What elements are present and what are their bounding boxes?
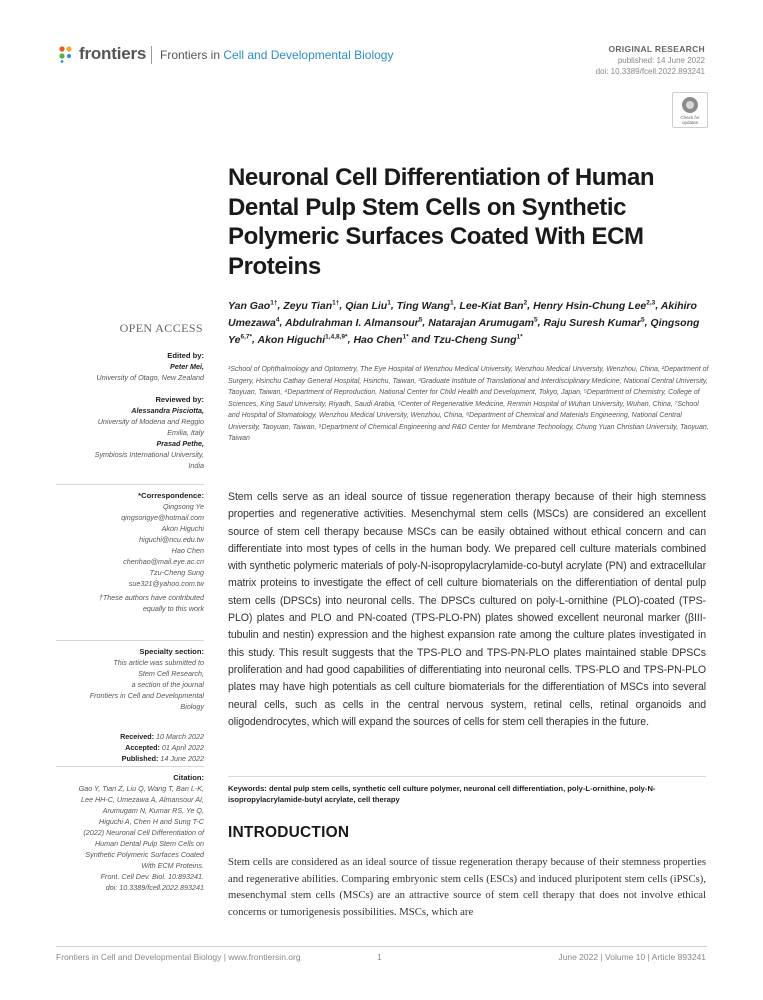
introduction-heading: INTRODUCTION [228,824,350,841]
author-name[interactable]: Akihiro Umezawa$^4$ [228,299,697,329]
author-name[interactable]: Qian Liu$^1$ [345,299,391,312]
reviewer-affiliation: Emilia, Italy [167,428,204,437]
author-name[interactable]: Yan Gao$^{1\dagger}$ [228,299,278,312]
reviewer-affiliation: University of Modena and Reggio [97,417,204,426]
accepted-date: 01 April 2022 [161,743,204,752]
published-row [34,753,204,764]
accepted-row [34,742,204,753]
citation-line: Human Dental Pulp Stem Cells on [94,839,204,848]
author-name[interactable]: Hao Chen$^{1*}$ [353,333,409,346]
received-row [34,731,204,742]
received-date: 10 March 2022 [156,732,204,741]
frontiers-logo-icon [57,45,75,63]
author-name[interactable]: Lee-Kiat Ban$^2$ [459,299,528,312]
author-affiliation-marker: 4 [275,316,280,324]
equal-contribution-note: †These authors have contributed [98,593,204,602]
author-affiliation-marker: 1 [387,299,391,306]
received-label: Received: [120,732,155,741]
keywords-divider [228,776,706,777]
citation-line: Higuchi A, Chen H and Sung T-C [99,817,204,826]
author-affiliation-marker: 2,3 [646,299,656,306]
published-date: published: 14 June 2022 [617,56,705,65]
author-affiliation-marker: 1* [516,333,523,341]
author-name[interactable]: Zeyu Tian$^{1\dagger}$ [283,299,340,312]
article-meta [596,44,705,77]
corr-name: Tzu-Cheng Sung [149,568,204,577]
edited-by-label: Edited by: [167,351,204,360]
author-affiliation-marker: 1† [270,299,278,306]
dates-section [34,731,204,764]
citation-line: Gao Y, Tian Z, Liu Q, Wang T, Ban L-K, [78,784,204,793]
keywords-label: Keywords: [228,784,267,793]
specialty-label: Specialty section: [139,647,204,656]
logo-wordmark: frontiers [79,44,147,63]
journal-name[interactable] [160,48,393,62]
specialty-line: Biology [180,702,204,711]
citation-line: Front. Cell Dev. Biol. 10:893241. [100,872,204,881]
frontiers-logo[interactable] [57,44,146,64]
corr-name: Akon Higuchi [161,524,204,533]
author-affiliation-marker: 2 [523,299,528,306]
author-affiliation-marker: 6,7* [240,333,253,341]
journal-prefix: Frontiers in [160,48,224,62]
reviewer-name: Alessandra Pisciotta, [131,406,204,415]
abstract: Stem cells serve as an ideal source of tissue regeneration therapy because of their high stemness properties and regenerative activities. Mesenchymal stem cells (MSCs) are considered an excellent source of stem cell therapy because MSCs can be easily obtained without ethical concern and can differentiate into most types of cells in the human body. We prepared cell culture materials combined with synthetic polymeric materials of poly-N-isopropylacrylamide-co-butyl acrylate (PN) and extracellular matrix proteins to investigate the effect of cell culture biomaterials on the differentiation of dental pulp stem cells (DPSCs) into neuronal cells. The DPSCs cultured on poly-L-ornithine (PLO)-coated (TPS-PLO) plates and PLO and PN-coated (TPS-PLO-PN) plates showed excellent neuronal marker (βIII-tubulin and nestin) expression and the highest expansion rate among the culture plates investigated in this study. This result suggests that the TPS-PLO and TPS-PN-PLO plates maintained stable DPSCs proliferation and had good capabilities of differentiating into neuronal cells. TPS-PLO and TPS-PN-PLO plates may have high potentials as cell culture biomaterials for the differentiation of MSCs into several neural cells, such as cells in the central nervous system, retinal cells, retinal organoids and oligodendrocytes, which will expand the sources of cells for stem cell therapies in the future. [228,491,706,728]
footer-journal[interactable]: Frontiers in Cell and Developmental Biology | www.frontiersin.org [56,952,301,962]
reviewer-affiliation: Symbiosis International University, [94,450,204,459]
author-affiliation-marker: 1* [402,333,409,341]
open-access-label: OPEN ACCESS [119,321,203,335]
reviewed-by-label: Reviewed by: [155,395,204,404]
edited-by-section [34,350,204,383]
update-icon [682,97,698,113]
journal-title: Cell and Developmental Biology [223,48,394,62]
published-label: Published: [121,754,159,763]
author-name[interactable]: Tzu-Cheng Sung$^{1*}$ [433,333,523,346]
editor-affiliation: University of Otago, New Zealand [96,373,204,382]
citation-label: Citation: [173,773,204,782]
badge-label: Check for updates [680,115,700,125]
author-affiliation-marker: 1,4,8,9* [325,333,348,341]
citation-line: (2022) Neuronal Cell Differentiation of [83,828,204,837]
corr-email[interactable]: higuchi@ncu.edu.tw [139,535,204,544]
author-name[interactable]: Akon Higuchi$^{1,4,8,9*}$ [257,333,348,346]
article-title: Neuronal Cell Differentiation of Human Dental Pulp Stem Cells on Synthetic Polymeric Surfaces Coated With ECM Proteins [228,164,655,280]
author-name[interactable]: Natarajan Arumugam$^5$ [428,316,538,329]
doi-link[interactable]: doi: 10.3389/fcell.2022.893241 [595,67,705,76]
page-number: 1 [377,952,382,962]
sidebar-divider [56,484,204,485]
introduction-text: Stem cells are considered as an ideal source of tissue regeneration therapy because of their stemness properties and regenerative abilities. Comparing embryonic stem cells (ESCs) and induced pluripotent stem cells (iPSCs), mesenchymal stem cells (MSCs) are an attractive source of stem cell therapy that does not involve ethical concerns or tumorigenesis possibilities. MSCs, which are [228,856,706,918]
specialty-line: a section of the journal [131,680,204,689]
reviewer-name: Prasad Pethe, [156,439,204,448]
equal-contribution-note: equally to this work [142,604,204,613]
author-affiliation-marker: 5 [418,316,423,324]
article-type: ORIGINAL RESEARCH [608,44,705,54]
author-list: Yan Gao$^{1\dagger}$, Zeyu Tian$^{1\dagger}$, Qian Liu$^1$, Ting Wang$^1$, Lee-Kiat Ban$^2$, Henry Hsin-Chung Lee$^{2,3}$, Akihiro Umezawa$^4$, Abdulrahman I. Almansour$^5$, Natarajan Arumugam$^5$, Raju Suresh Kumar$^5$, Qingsong $Ye^{6,7*}$, Akon Higuchi$^{1,4,8,9*}$, Hao Chen$^{1*}$ and Tzu-Cheng Sung$^{1*}$ [228,299,700,346]
author-name[interactable]: Raju Suresh Kumar$^5$ [543,316,645,329]
keywords [228,783,706,805]
footer-divider [56,946,707,947]
author-affiliation-marker: 1† [332,299,340,306]
corr-name: Qingsong Ye [162,502,204,511]
accepted-label: Accepted: [125,743,160,752]
footer-issue: June 2022 | Volume 10 | Article 893241 [558,952,706,962]
reviewed-by-section [34,394,204,471]
citation-line: Synthetic Polymeric Surfaces Coated [85,850,204,859]
author-affiliation-marker: 5 [640,316,645,324]
specialty-section [34,646,204,712]
corr-email[interactable]: sue321@yahoo.com.tw [128,579,204,588]
sidebar-divider [56,766,204,767]
sidebar-divider [56,640,204,641]
author-affiliation-marker: 5 [534,316,538,324]
keywords-text: dental pulp stem cells, synthetic cell culture polymer, neuronal cell differentiation, poly-L-ornithine, poly-N-isopropylacrylamide-butyl acrylate, cell therapy [228,784,656,804]
header-divider [151,46,152,64]
corr-email[interactable]: chenhao@mail.eye.ac.cn [123,557,204,566]
reviewer-affiliation: India [188,461,204,470]
author-name[interactable]: Qingsong $Ye^{6,7*}$ [228,316,700,346]
correspondence-label: *Correspondence: [138,491,204,500]
author-affiliation-marker: 1 [449,299,454,306]
corr-name: Hao Chen [171,546,204,555]
editor-name: Peter Mei, [170,362,204,371]
specialty-line: This article was submitted to [113,658,204,667]
affiliations: ¹School of Ophthalmology and Optometry, The Eye Hospital of Wenzhou Medical University, Wenzhou Medical University, Wenzhou, China, ²Department of Surgery, Hsinchu Cathay General Hospital, Hsinchu, Taiwan, ³Graduate Institute of Translational and Interdisciplinary Medicine, National Central University, Taoyuan, Taiwan, ⁴Department of Reproduction, National Center for Child Health and Development, Tokyo, Japan, ⁵Department of Chemistry, College of Sciences, King Saud University, Riyadh, Saudi Arabia, ⁶Center of Regenerative Medicine, Renmin Hospital of Wuhan University, Wuhan, China, ⁷School and Hospital of Stomatology, Wenzhou Medical University, Wenzhou, China, ⁸Department of Chemical and Materials Engineering, National Central University, Taoyuan, Taiwan, ⁹Department of Chemical Engineering and R&D Center for Membrane Technology, Chung Yuan Christian University, Taoyuan, Taiwan [228,366,709,442]
author-name[interactable]: Ting Wang$^1$ [396,299,454,312]
citation-line: Lee HH-C, Umezawa A, Almansour AI, [80,795,204,804]
corr-email[interactable]: qingsongye@hotmail.com [121,513,204,522]
correspondence-section [34,490,204,614]
citation-line: With ECM Proteins. [141,861,204,870]
author-name[interactable]: Abdulrahman I. Almansour$^5$ [284,316,423,329]
author-name[interactable]: Henry Hsin-Chung Lee$^{2,3}$ [533,299,656,312]
citation-line: Arumugam N, Kumar RS, Ye Q, [102,806,204,815]
citation-doi[interactable]: doi: 10.3389/fcell.2022.893241 [105,883,204,892]
specialty-line: Frontiers in Cell and Developmental [89,691,204,700]
citation-section [34,772,204,893]
check-for-updates-badge[interactable] [672,92,708,128]
published-date: 14 June 2022 [160,754,204,763]
specialty-line: Stem Cell Research, [138,669,204,678]
